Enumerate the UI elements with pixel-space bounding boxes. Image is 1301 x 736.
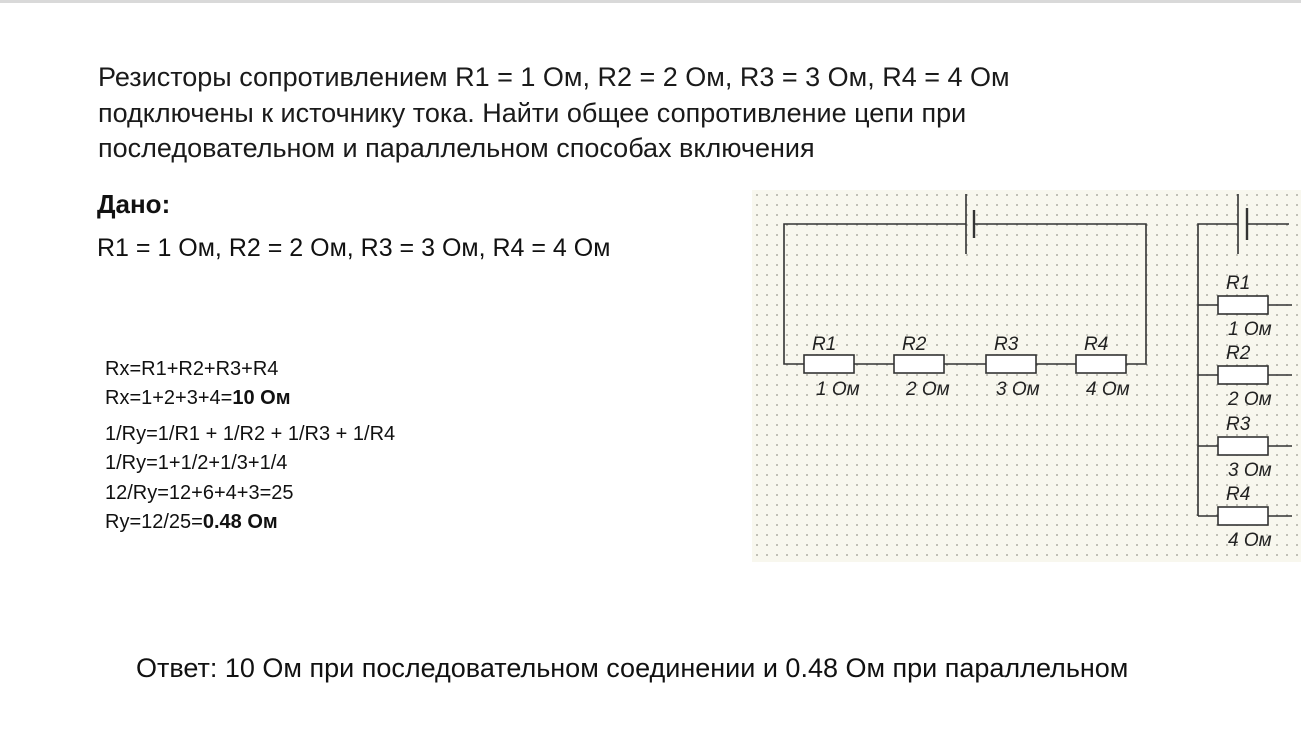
parallel-resistor-r3 <box>1218 437 1268 455</box>
parallel-result: 0.48 Ом <box>202 511 278 533</box>
parallel-r2-value: 2 Ом <box>1228 389 1272 410</box>
series-resistor-r1 <box>804 355 854 373</box>
parallel-r1-value: 1 Ом <box>1228 319 1272 340</box>
series-r3-value: 3 Ом <box>996 379 1040 400</box>
series-resistor-r2 <box>894 355 944 373</box>
parallel-resistor-r4 <box>1218 507 1268 525</box>
parallel-common-denominator: 12/Ry=12+6+4+3=25 <box>105 482 294 504</box>
given-values: R1 = 1 Ом, R2 = 2 Ом, R3 = 3 Ом, R4 = 4 Ом <box>97 234 611 262</box>
parallel-r2-label: R2 <box>1226 343 1251 364</box>
parallel-computation-expr: Ry=12/25= <box>105 511 203 533</box>
series-resistor-r3 <box>986 355 1036 373</box>
parallel-resistor-r1 <box>1218 296 1268 314</box>
series-r3-label: R3 <box>994 334 1019 355</box>
parallel-substitution: 1/Ry=1+1/2+1/3+1/4 <box>105 452 288 474</box>
series-computation <box>105 386 291 410</box>
circuit-diagrams <box>752 190 1301 562</box>
series-result: 10 Ом <box>232 387 291 409</box>
parallel-r1-label: R1 <box>1226 273 1251 294</box>
given-title: Дано: <box>97 189 171 219</box>
parallel-r4-value: 4 Ом <box>1228 530 1272 551</box>
series-formula: Rx=R1+R2+R3+R4 <box>105 358 279 380</box>
problem-line-1: Резисторы сопротивлением R1 = 1 Ом, R2 = 2 Ом, R3 = 3 Ом, R4 = 4 Ом <box>98 62 1010 92</box>
parallel-resistor-r2 <box>1218 366 1268 384</box>
problem-line-3: последовательном и параллельном способах включения <box>98 133 815 163</box>
series-r1-label: R1 <box>812 334 837 355</box>
problem-statement <box>98 60 1078 167</box>
series-r1-value: 1 Ом <box>816 379 860 400</box>
parallel-formula: 1/Ry=1/R1 + 1/R2 + 1/R3 + 1/R4 <box>105 423 396 445</box>
parallel-r4-label: R4 <box>1226 484 1251 505</box>
top-border <box>0 0 1301 3</box>
answer-text: Ответ: 10 Ом при последовательном соединении и 0.48 Ом при параллельном <box>136 653 1129 683</box>
series-r4-label: R4 <box>1084 334 1109 355</box>
series-r2-value: 2 Ом <box>906 379 950 400</box>
problem-line-2: подключены к источнику тока. Найти общее сопротивление цепи при <box>98 97 967 128</box>
parallel-computation <box>105 510 278 534</box>
series-computation-expr: Rx=1+2+3+4= <box>105 387 233 409</box>
parallel-r3-label: R3 <box>1226 414 1251 435</box>
series-r2-label: R2 <box>902 334 927 355</box>
parallel-r3-value: 3 Ом <box>1228 460 1272 481</box>
series-resistor-r4 <box>1076 355 1126 373</box>
series-r4-value: 4 Ом <box>1086 379 1130 400</box>
